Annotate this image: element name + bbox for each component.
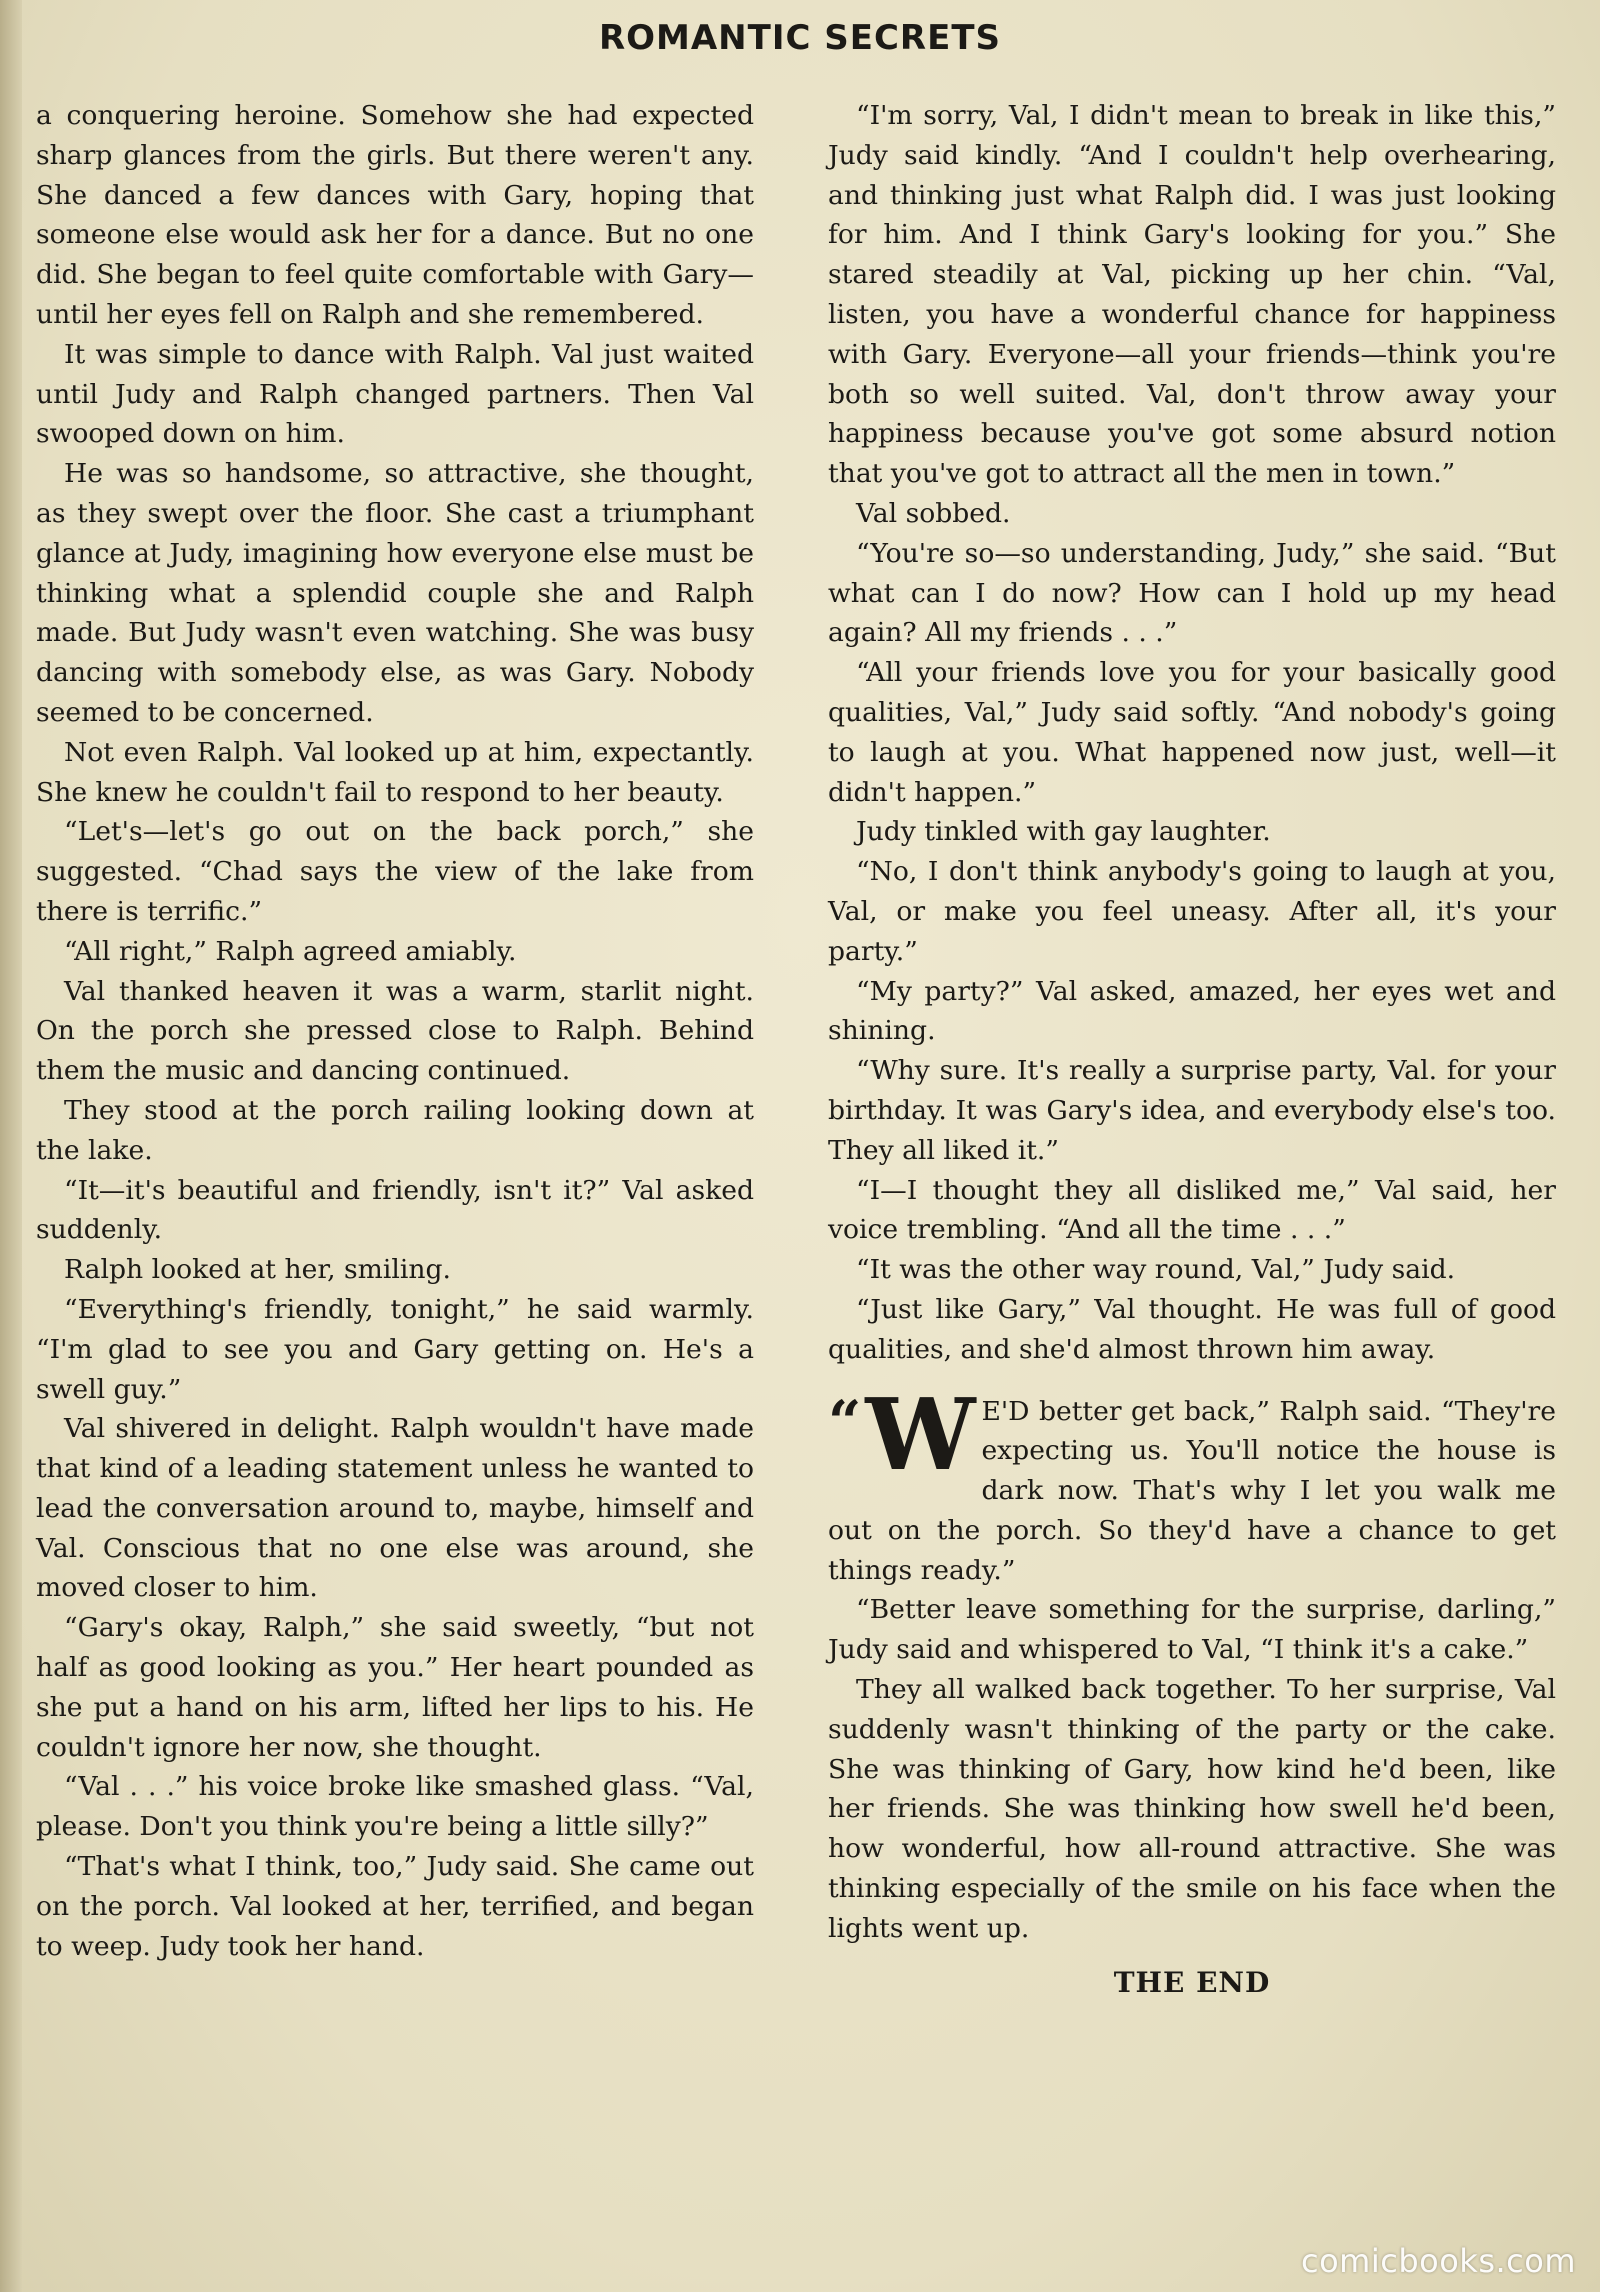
paragraph: “Just like Gary,” Val thought. He was full of good qualities, and she'd almost thrown him away. (828, 1293, 1556, 1365)
page-title: ROMANTIC SECRETS (598, 18, 1002, 58)
paragraph: “All right,” Ralph agreed amiably. (64, 935, 517, 967)
paragraph: It was simple to dance with Ralph. Val just waited until Judy and Ralph changed partners. Then Val swooped down on him. (36, 338, 754, 450)
paragraph: Ralph looked at her, smiling. (64, 1254, 451, 1286)
paragraph: Val shivered in delight. Ralph wouldn't have made that kind of a leading statement unless he wanted to lead the conversation around to, maybe, himself and Val. Conscious that no one else was around, she moved closer to him. (36, 1413, 754, 1604)
paragraph: “Val . . .” his voice broke like smashed glass. “Val, please. Don't you think you're being a little silly?” (36, 1771, 754, 1843)
paragraph: “I—I thought they all disliked me,” Val said, her voice trembling. “And all the time . . .” (828, 1174, 1556, 1246)
paragraph: “I'm sorry, Val, I didn't mean to break in like this,” Judy said kindly. “And I couldn't help overhearing, and thinking just what Ralph did. I was just looking for him. And I think Gary's looking for you.” She stared steadily at Val, picking up her chin. “Val, listen, you have a wonderful chance for happiness with Gary. Everyone—all your friends—think you're both so well suited. Val, don't throw away your happiness because you've got some absurd notion that you've got to attract all the men in town.” (828, 100, 1556, 490)
paragraph: “It was the other way round, Val,” Judy said. (856, 1254, 1456, 1286)
paragraph: They stood at the porch railing looking down at the lake. (36, 1094, 754, 1166)
left-column (36, 96, 754, 1966)
paragraph: “All your friends love you for your basically good qualities, Val,” Judy said softly. “And nobody's going to laugh at you. What happened now just, well—it didn't happen.” (828, 657, 1556, 808)
paragraph: “Why sure. It's really a surprise party, Val. for your birthday. It was Gary's idea, and everybody else's too. They all liked it.” (828, 1055, 1556, 1166)
paragraph: “My party?” Val asked, amazed, her eyes wet and shining. (828, 975, 1556, 1047)
paragraph: “Let's—let's go out on the back porch,” she suggested. “Chad says the view of the lake from there is terrific.” (36, 816, 754, 927)
dropcap-paragraph (828, 1377, 1556, 1591)
paragraph: “Everything's friendly, tonight,” he said warmly. “I'm glad to see you and Gary getting on. He's a swell guy.” (36, 1293, 754, 1405)
paragraph: Not even Ralph. Val looked up at him, expectantly. She knew he couldn't fail to respond to her beauty. (36, 736, 754, 808)
paragraph: “You're so—so understanding, Judy,” she said. “But what can I do now? How can I hold up my head again? All my friends . . .” (828, 537, 1556, 649)
watermark: comicbooks.com (1300, 2242, 1576, 2280)
right-column (828, 96, 1556, 2002)
dropcap-quote-mark: “ (828, 1387, 862, 1456)
dropcap-text: E'D better get back,” Ralph said. “They're expecting us. You'll notice the house is dark now. That's why I let you walk me out on the porch. So they'd have a chance to get things ready.” (828, 1395, 1556, 1586)
paragraph: a conquering heroine. Somehow she had expected sharp glances from the girls. But there weren't any. She danced a few dances with Gary, hoping that someone else would ask her for a dance. But no one did. She began to feel quite comfortable with Gary—until her eyes fell on Ralph and she remembered. (36, 100, 754, 330)
paragraph: “Better leave something for the surprise, darling,” Judy said and whispered to Val, “I think it's a cake.” (828, 1594, 1556, 1666)
paragraph: “No, I don't think anybody's going to laugh at you, Val, or make you feel uneasy. After all, it's your party.” (828, 856, 1556, 967)
paragraph: Val thanked heaven it was a warm, starlit night. On the porch she pressed close to Ralph. Behind them the music and dancing continued. (36, 975, 754, 1087)
page-spine (0, 0, 22, 2292)
paragraph: He was so handsome, so attractive, she thought, as they swept over the floor. She cast a triumphant glance at Judy, imagining how everyone else must be thinking what a splendid couple she and Ralph made. But Judy wasn't even watching. She was busy dancing with somebody else, as was Gary. Nobody seemed to be concerned. (36, 458, 754, 728)
paragraph: Val sobbed. (856, 497, 1011, 529)
paragraph: They all walked back together. To her surprise, Val suddenly wasn't thinking of the party or the cake. She was thinking of Gary, how kind he'd been, like her friends. She was thinking how swell he'd been, how wonderful, how all-round attractive. She was thinking especially of the smile on his face when the lights went up. (828, 1674, 1556, 1944)
paragraph: “It—it's beautiful and friendly, isn't it?” Val asked suddenly. (36, 1174, 754, 1246)
dropcap-letter: W (865, 1377, 976, 1493)
paragraph: Judy tinkled with gay laughter. (856, 816, 1271, 848)
the-end-label: THE END (1113, 1965, 1271, 1999)
paragraph: “That's what I think, too,” Judy said. She came out on the porch. Val looked at her, terrified, and began to weep. Judy took her hand. (36, 1851, 754, 1962)
paragraph: “Gary's okay, Ralph,” she said sweetly, “but not half as good looking as you.” Her heart pounded as she put a hand on his arm, lifted her lips to his. He couldn't ignore her now, she thought. (36, 1612, 754, 1763)
